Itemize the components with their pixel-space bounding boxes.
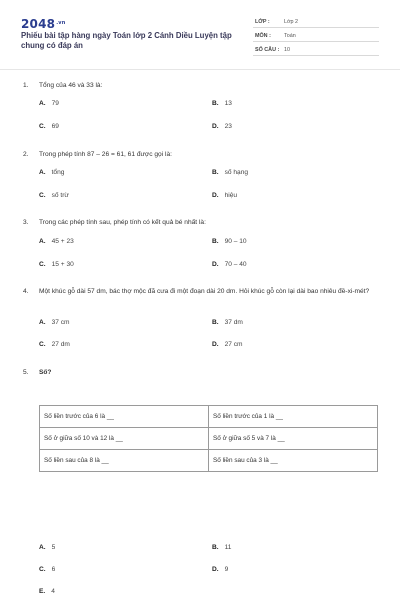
option-2b[interactable]: B. số hạng [212, 169, 249, 176]
meta-class-key: LỚP : [255, 19, 270, 25]
meta-count-key: SỐ CÂU : [255, 47, 280, 53]
question-text: Tổng của 46 và 33 là: [39, 82, 103, 89]
meta-subject-key: MÔN : [255, 33, 271, 39]
option-3d[interactable]: D. 70 – 40 [212, 261, 247, 268]
table-cell: Số liền trước của 1 là __ [209, 406, 378, 428]
meta-subject-row [253, 30, 379, 42]
question-number: 2. [23, 151, 29, 158]
option-4b[interactable]: B. 37 dm [212, 319, 243, 326]
table-row [40, 450, 378, 472]
site-logo[interactable]: $2048^{.vn}$ [21, 17, 66, 31]
table-cell: Số ở giữa số 10 và 12 là __ [40, 428, 209, 450]
table-row [40, 406, 378, 428]
table-cell: Số ở giữa số 5 và 7 là __ [209, 428, 378, 450]
option-3b[interactable]: B. 90 – 10 [212, 238, 247, 245]
option-4a[interactable]: A. 37 cm [39, 319, 70, 326]
option-4d[interactable]: D. 27 cm [212, 341, 243, 348]
option-5b[interactable]: B. 11 [212, 544, 232, 551]
question-text: Một khúc gỗ dài 57 dm, bác thợ mộc đã cưa đi một đoạn dài 20 dm. Hỏi khúc gỗ còn lại dài bao nhiêu đề-xi-mét? [39, 288, 370, 295]
option-2d[interactable]: D. hiệu [212, 192, 238, 199]
option-1b[interactable]: B. 13 [212, 100, 232, 107]
table-cell: Số liền trước của 6 là __ [40, 406, 209, 428]
option-5c[interactable]: C. 6 [39, 566, 56, 573]
question-number: 4. [23, 288, 29, 295]
question-number: 5. [23, 369, 29, 376]
question-text: Số? [39, 369, 52, 376]
page-title: Phiếu bài tập hàng ngày Toán lớp 2 Cánh Diều Luyện tập chung có đáp án [21, 31, 232, 50]
question-number: 1. [23, 82, 29, 89]
option-3c[interactable]: C. 15 + 30 [39, 261, 74, 268]
meta-class-value: Lớp 2 [284, 19, 299, 25]
option-2c[interactable]: C. số trừ [39, 192, 69, 199]
table-cell: Số liền sau của 8 là __ [40, 450, 209, 472]
option-5e[interactable]: E. 4 [39, 588, 55, 595]
question-text: Trong các phép tính sau, phép tính có kết quả bé nhất là: [39, 219, 206, 226]
header-divider [0, 69, 400, 70]
option-3a[interactable]: A. 45 + 23 [39, 238, 74, 245]
logo-suffix: .vn [56, 20, 66, 26]
question-text: Trong phép tính 87 – 26 = 61, 61 được gọi là: [39, 151, 172, 158]
meta-count-row [253, 44, 379, 56]
question-number: 3. [23, 219, 29, 226]
meta-count-value: 10 [284, 47, 290, 53]
fill-in-table [39, 405, 378, 472]
option-1a[interactable]: A. 79 [39, 100, 59, 107]
table-cell: Số liền sau của 3 là __ [209, 450, 378, 472]
option-4c[interactable]: C. 27 dm [39, 341, 70, 348]
option-1c[interactable]: C. 69 [39, 123, 59, 130]
option-5a[interactable]: A. 5 [39, 544, 56, 551]
table-row [40, 428, 378, 450]
option-2a[interactable]: A. tổng [39, 169, 65, 176]
option-5d[interactable]: D. 9 [212, 566, 229, 573]
meta-class-row [253, 16, 379, 28]
option-1d[interactable]: D. 23 [212, 123, 232, 130]
meta-subject-value: Toán [284, 33, 296, 39]
